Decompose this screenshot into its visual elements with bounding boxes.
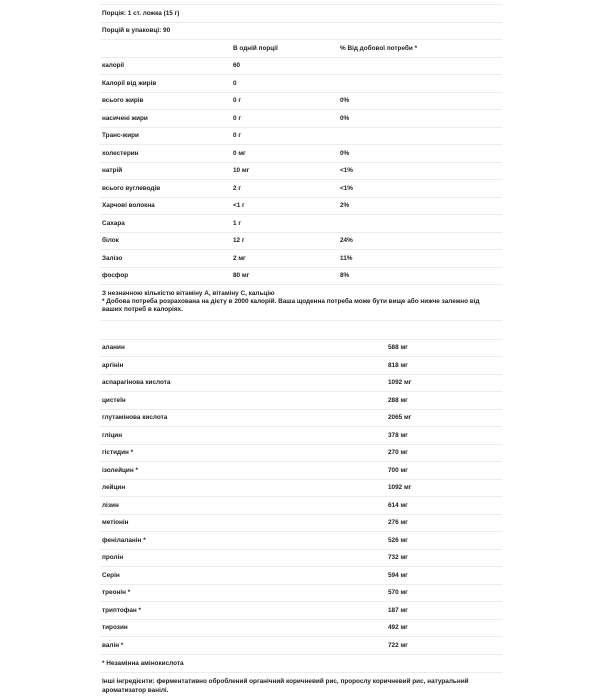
essential-note-row — [100, 654, 502, 672]
daily-value-note: * Добова потреба розрахована на дієту в 2000 калорій. Ваша щоденна потреба може бути вище або нижче залежно від ваших потреб в калоріях. — [102, 298, 480, 314]
divider — [100, 321, 502, 340]
amino-name: лізин — [100, 497, 386, 515]
amino-row — [100, 602, 502, 620]
nutrient-dv: <1% — [338, 162, 502, 180]
header-name — [100, 40, 231, 58]
nutrient-row — [100, 110, 502, 128]
amino-amount: 818 мг — [386, 357, 502, 375]
amino-row — [100, 392, 502, 410]
amino-name: тирозин — [100, 619, 386, 637]
amino-acid-table — [100, 340, 502, 673]
nutrient-name: фосфор — [100, 267, 231, 285]
nutrient-dv: 0% — [338, 92, 502, 110]
nutrient-dv — [338, 215, 502, 233]
other-ingredients: Інші інгредієнти: ферментативно оброблений органічний коричневий рис, пророслу коричневий рис, натуральний ароматизатор ванілі. — [102, 677, 469, 694]
nutrient-dv: 24% — [338, 232, 502, 250]
servings-row — [100, 22, 502, 40]
nutrient-row — [100, 145, 502, 163]
nutrient-amount: <1 г — [231, 197, 338, 215]
amino-amount: 700 мг — [386, 462, 502, 480]
amino-amount: 492 мг — [386, 619, 502, 637]
nutrient-name: Калорії від жирів — [100, 75, 231, 93]
nutrient-row — [100, 92, 502, 110]
serving-row — [100, 5, 502, 23]
nutrient-row — [100, 162, 502, 180]
amino-row — [100, 549, 502, 567]
nutrient-name: Харчові волокна — [100, 197, 231, 215]
nutrient-amount: 0 г — [231, 92, 338, 110]
amino-row — [100, 427, 502, 445]
nutrient-dv: <1% — [338, 180, 502, 198]
nutrient-amount: 0 мг — [231, 145, 338, 163]
amino-amount: 614 мг — [386, 497, 502, 515]
amino-row — [100, 462, 502, 480]
nutrient-amount: 12 г — [231, 232, 338, 250]
amino-amount: 526 мг — [386, 532, 502, 550]
nutrient-dv: 0% — [338, 110, 502, 128]
amino-amount: 276 мг — [386, 514, 502, 532]
nutrient-name: всього вуглеводів — [100, 180, 231, 198]
amino-amount: 288 мг — [386, 392, 502, 410]
nutrient-row — [100, 267, 502, 285]
nutrient-name: натрій — [100, 162, 231, 180]
nutrient-row — [100, 57, 502, 75]
amino-name: метіонін — [100, 514, 386, 532]
amino-name: фенілаланін * — [100, 532, 386, 550]
nutrient-row — [100, 180, 502, 198]
nutrient-amount: 2 мг — [231, 250, 338, 268]
nutrient-name: всього жирів — [100, 92, 231, 110]
amino-row — [100, 514, 502, 532]
amino-name: триптофан * — [100, 602, 386, 620]
nutrient-row — [100, 75, 502, 93]
amino-name: гістидин * — [100, 444, 386, 462]
amino-row — [100, 567, 502, 585]
nutrient-name: Транс-жири — [100, 127, 231, 145]
amino-row — [100, 444, 502, 462]
amino-row — [100, 584, 502, 602]
nutrient-amount: 1 г — [231, 215, 338, 233]
nutrient-row — [100, 250, 502, 268]
nutrient-dv — [338, 127, 502, 145]
header-amount: В одній порції — [231, 40, 338, 58]
header-dv: % Від добової потреби * — [338, 40, 502, 58]
serving-size: Порція: 1 ст. ложка (15 г) — [100, 5, 502, 23]
amino-row — [100, 340, 502, 357]
amino-amount: 1092 мг — [386, 374, 502, 392]
nutrient-dv: 8% — [338, 267, 502, 285]
amino-name: пролін — [100, 549, 386, 567]
amino-row — [100, 374, 502, 392]
amino-name: аргінін — [100, 357, 386, 375]
amino-amount: 732 мг — [386, 549, 502, 567]
amino-name: цистеїн — [100, 392, 386, 410]
amino-row — [100, 497, 502, 515]
amino-row — [100, 637, 502, 655]
amino-row — [100, 619, 502, 637]
nutrient-amount: 0 г — [231, 110, 338, 128]
nutrient-name: насичені жири — [100, 110, 231, 128]
amino-name: лейцин — [100, 479, 386, 497]
amino-amount: 2065 мг — [386, 409, 502, 427]
amino-name: валін * — [100, 637, 386, 655]
nutrient-name: білок — [100, 232, 231, 250]
amino-row — [100, 479, 502, 497]
amino-amount: 1092 мг — [386, 479, 502, 497]
amino-amount: 270 мг — [386, 444, 502, 462]
amino-amount: 588 мг — [386, 340, 502, 357]
amino-name: аланин — [100, 340, 386, 357]
amino-name: ізолейцин * — [100, 462, 386, 480]
supplement-facts — [100, 4, 502, 699]
nutrient-amount: 10 мг — [231, 162, 338, 180]
nutrient-row — [100, 197, 502, 215]
amino-name: аспарагінова кислота — [100, 374, 386, 392]
amino-amount: 594 мг — [386, 567, 502, 585]
amino-amount: 378 мг — [386, 427, 502, 445]
amino-row — [100, 409, 502, 427]
nutrient-amount: 60 — [231, 57, 338, 75]
amino-row — [100, 532, 502, 550]
nutrient-name: холестерин — [100, 145, 231, 163]
amino-amount: 722 мг — [386, 637, 502, 655]
amino-row — [100, 357, 502, 375]
nutrition-table — [100, 4, 502, 285]
amino-name: глутамінова кислота — [100, 409, 386, 427]
nutrient-name: Залізо — [100, 250, 231, 268]
nutrient-row — [100, 215, 502, 233]
amino-amount: 570 мг — [386, 584, 502, 602]
essential-note: * Незамінна амінокислота — [100, 654, 502, 672]
nutrient-dv — [338, 75, 502, 93]
nutrient-amount: 80 мг — [231, 267, 338, 285]
servings-per-container: Порцій в упаковці: 90 — [100, 22, 502, 40]
nutrient-dv: 0% — [338, 145, 502, 163]
nutrient-amount: 2 г — [231, 180, 338, 198]
nutrition-footnote — [100, 285, 502, 321]
amino-name: треонін * — [100, 584, 386, 602]
nutrient-dv — [338, 57, 502, 75]
nutrient-amount: 0 — [231, 75, 338, 93]
nutrient-dv: 2% — [338, 197, 502, 215]
nutrient-amount: 0 г — [231, 127, 338, 145]
nutrient-name: калорії — [100, 57, 231, 75]
nutrient-dv: 11% — [338, 250, 502, 268]
amino-name: гліцин — [100, 427, 386, 445]
nutrient-row — [100, 127, 502, 145]
trace-note: З незначною кількістю вітаміну А, вітаміну С, кальцію — [102, 290, 275, 297]
nutrient-name: Сахара — [100, 215, 231, 233]
nutrient-row — [100, 232, 502, 250]
header-row — [100, 40, 502, 58]
amino-name: Серін — [100, 567, 386, 585]
amino-amount: 187 мг — [386, 602, 502, 620]
